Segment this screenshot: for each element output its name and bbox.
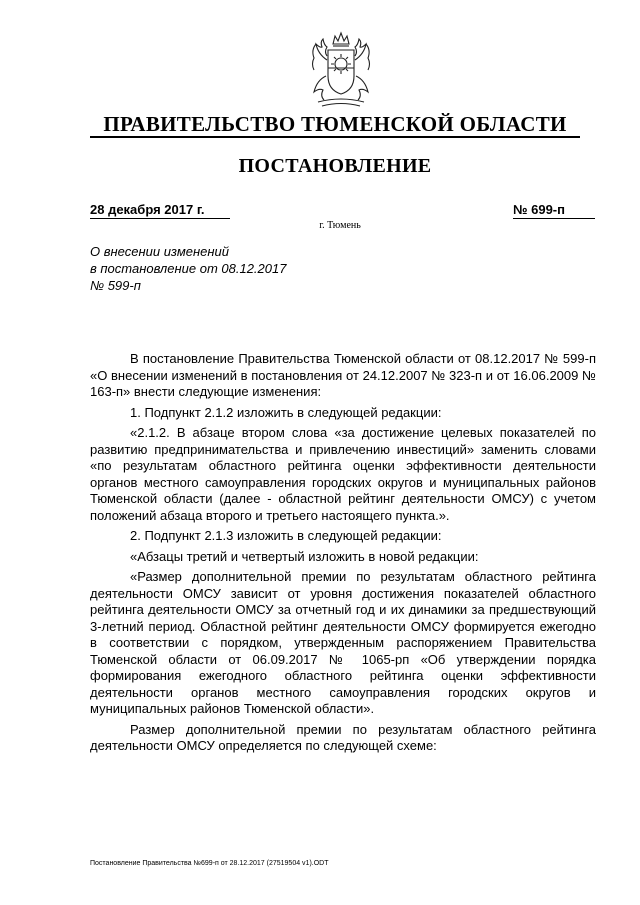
body-paragraph: Размер дополнительной премии по результатам областного рейтинга деятельности ОМСУ определяется по следующей схеме:	[90, 721, 596, 753]
body-paragraph: «2.1.2. В абзаце втором слова «за достижение целевых показателей по развитию предпринимательства и привлечению инвестиций» заменить словами «по результатам областного рейтинга оценки эффективности деятельности органов местного самоуправления городских округов и муниципальных районов Тюменской области (далее - областной рейтинг деятельности ОМСУ) с учетом положений абзаца второго и третьего настоящего пункта.».	[90, 425, 596, 523]
government-title: ПРАВИТЕЛЬСТВО ТЮМЕНСКОЙ ОБЛАСТИ	[103, 112, 567, 136]
document-number: № 699-п	[513, 202, 595, 219]
document-type: ПОСТАНОВЛЕНИЕ	[238, 155, 432, 177]
title-divider	[90, 136, 580, 138]
document-subject	[90, 243, 350, 294]
subject-line: в постановление от 08.12.2017	[90, 261, 287, 276]
tyumen-region-coat-of-arms-icon	[300, 30, 382, 108]
footer-file-info: Постановление Правительства №699-п от 28.12.2017 (27519504 v1).ODT	[90, 860, 329, 867]
document-city: г. Тюмень	[319, 220, 361, 231]
subject-line: О внесении изменений	[90, 244, 229, 259]
subject-line: № 599-п	[90, 278, 141, 293]
body-paragraph: В постановление Правительства Тюменской области от 08.12.2017 № 599-п «О внесении изменений в постановления от 24.12.2007 № 323-п и от 16.06.2009 № 163-п» внести следующие изменения:	[90, 351, 596, 399]
body-paragraph: «Размер дополнительной премии по результатам областного рейтинга деятельности ОМСУ зависит от уровня достижения показателей областного рейтинга деятельности ОМСУ за отчетный год и их динамики за предшествующий 3-летний период. Областной рейтинг деятельности ОМСУ формируется ежегодно в соответствии с порядком, утвержденным распоряжением Правительства Тюменской области от 06.09.2017 № 1065-рп «Об утверждении порядка формирования ежегодного областного рейтинга оценки эффективности деятельности органов местного самоуправления городских округов и муниципальных районов Тюменской области».	[90, 569, 596, 716]
document-body	[90, 351, 596, 755]
body-paragraph: 1. Подпункт 2.1.2 изложить в следующей редакции:	[130, 404, 442, 420]
body-paragraph: 2. Подпункт 2.1.3 изложить в следующей редакции:	[130, 528, 442, 543]
body-paragraph: «Абзацы третий и четвертый изложить в новой редакции:	[130, 548, 479, 564]
document-date: 28 декабря 2017 г.	[90, 202, 230, 219]
